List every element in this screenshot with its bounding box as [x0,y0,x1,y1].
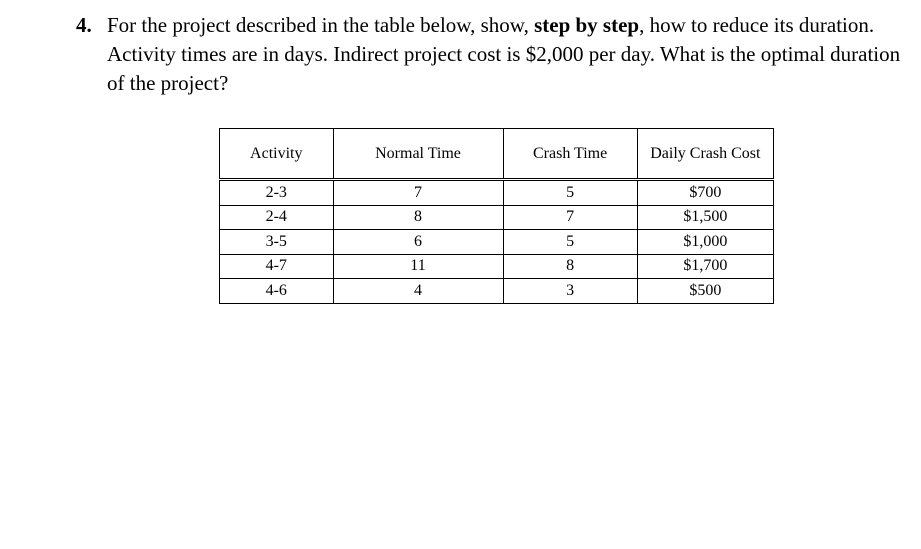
table-header-row [220,129,774,180]
cell-crash-time: 3 [503,279,637,304]
cell-crash-time: 5 [503,180,637,206]
question-text-part1: For the project described in the table below, show, [107,13,535,37]
cell-activity: 2-4 [220,205,334,230]
cell-activity: 4-7 [220,254,334,279]
table-row [220,254,774,279]
cell-normal-time: 6 [333,230,503,255]
cell-daily-crash-cost: $700 [637,180,773,206]
cell-daily-crash-cost: $1,500 [637,205,773,230]
cell-normal-time: 7 [333,180,503,206]
question-text [107,11,906,98]
question-block [76,11,906,98]
cell-activity: 3-5 [220,230,334,255]
header-activity: Activity [220,129,334,180]
cell-daily-crash-cost: $1,700 [637,254,773,279]
table-row [220,279,774,304]
header-normal-time: Normal Time [333,129,503,180]
cell-daily-crash-cost: $500 [637,279,773,304]
table-row [220,230,774,255]
header-daily-crash-cost: Daily Crash Cost [637,129,773,180]
cell-crash-time: 8 [503,254,637,279]
table-row [220,205,774,230]
cell-normal-time: 11 [333,254,503,279]
question-text-part2: , how to reduce its duration. Activity times are in days. Indirect project cost is $2,000 per day. What is the optimal duration of the project? [107,13,901,95]
header-crash-time: Crash Time [503,129,637,180]
cell-normal-time: 8 [333,205,503,230]
question-number: 4. [76,13,92,37]
question-text-bold: step by step [534,13,640,37]
cell-activity: 4-6 [220,279,334,304]
cell-crash-time: 7 [503,205,637,230]
cell-daily-crash-cost: $1,000 [637,230,773,255]
cell-crash-time: 5 [503,230,637,255]
activity-table [219,128,774,304]
table-row [220,180,774,206]
cell-activity: 2-3 [220,180,334,206]
cell-normal-time: 4 [333,279,503,304]
